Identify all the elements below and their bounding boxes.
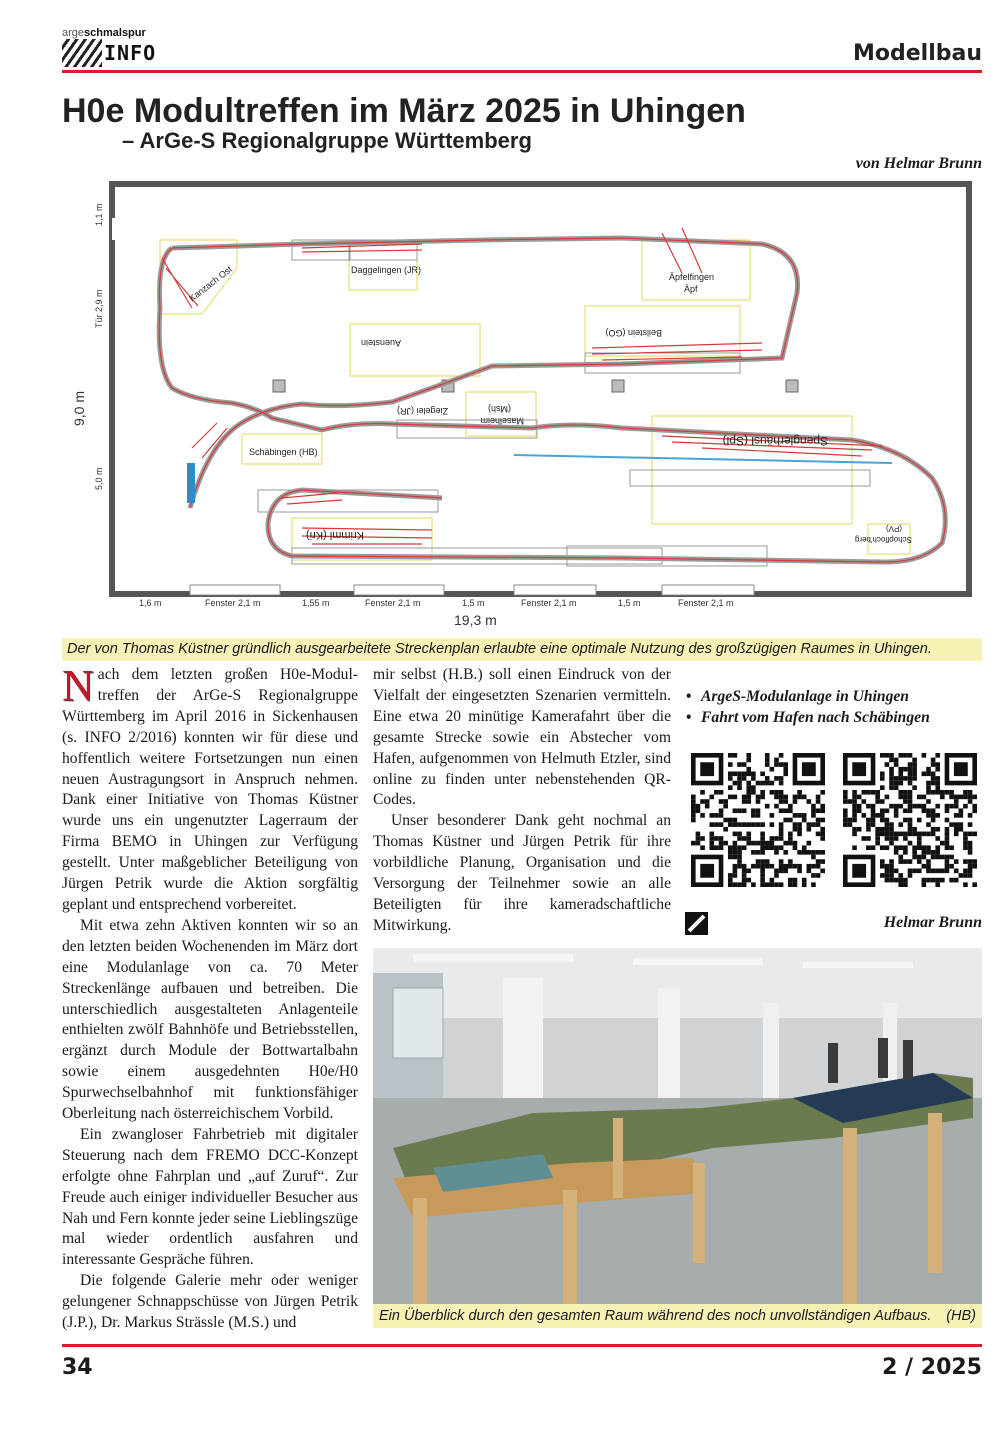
article-subtitle: – ArGe-S Regionalgruppe Württemberg [122,128,532,153]
door-gap [112,218,118,240]
dim-bottom-3: 1,55 m [302,598,330,608]
drop-cap: N [62,661,94,710]
dim-left-1: 1,1 m [94,203,104,226]
label-schopfloch: Schopfloch'berg [854,535,912,544]
photo-caption-text: Ein Überblick durch den gesamten Raum während des noch unvollständigen Aufbaus. [379,1308,932,1324]
section-label: Modellbau [852,41,982,66]
paragraph-6: Unser besonderer Dank geht nochmal an Thomas Küstner und Jürgen Petrik für ihre vorbildliche Planung, Organisation und die Versorgung der Teilnehmer sowie an alle Beteiligten für ihre kameradschaftliche Mitwirkung. [373,812,671,934]
article-byline: von Helmar Brunn [855,155,982,172]
header-divider [62,70,982,73]
label-maselheim: Maselheim [480,416,524,426]
magazine-logo [62,27,157,69]
dim-bottom-6: Fenster 2,1 m [521,598,577,608]
video-link-list [686,686,986,728]
label-aepf: Äpf [684,284,698,294]
text-column-1 [62,661,358,1334]
article-title: H0e Modultreffen im März 2025 in Uhingen [62,92,746,130]
paragraph-1-text: ach dem letzten großen H0e-Modultreffen der ArGe-S Regionalgruppe Württemberg im April 2016 in Sickenhausen (s. INFO 2/2016) konnten wir für diese und hoffentlich weitere Fortsetzungen nun einen neuen Austragungsort in Anspruch nehmen. Dank einer Initiative von Thomas Küstner wurde uns ein ungenutzter Lagerraum der Firma BEMO in Uhingen zur Verfügung gestellt. Unter maßgeblicher Beteiligung von Jürgen Petrik wurde die Aktion sorgfältig geplant und entsprechend vorbereitet. [62,666,358,913]
dim-width-total: 19,3 m [454,612,497,628]
dim-bottom-1: 1,6 m [139,598,162,608]
qr-code-hafenfahrt[interactable] [843,753,977,887]
photo-caption [373,1304,982,1328]
label-krimml: Krimml (Kri) [305,529,364,541]
label-kanzach-ost: Kanzach Ost [187,263,234,304]
dim-left-door: Tür 2,9 m [94,289,104,328]
plan-caption: Der von Thomas Küstner gründlich ausgearbeitete Streckenplan erlaubte eine optimale Nutzung des großzügigen Raumes in Uhingen. [62,638,982,661]
dim-left-2: 5,0 m [94,467,104,490]
overview-photo [373,948,982,1304]
footer-divider [62,1344,982,1347]
label-schaebingen: Schäbingen (HB) [249,447,318,457]
dim-bottom-7: 1,5 m [618,598,641,608]
dim-bottom-2: Fenster 2,1 m [205,598,261,608]
logo-small-text: schmalspur [84,27,146,39]
paragraph-3: Ein zwangloser Fahrbetrieb mit digitaler Steuerung nach dem FREMO DCC-Konzept erfolgte ohne Fahrplan und „auf Zuruf“. Zur Freude auch einiger individueller Besucher aus Nah und Fern konnte jeder seine Lieblingszüge mal wieder ordentlich ausfahren und interessante Gespräche führen. [62,1125,358,1269]
paragraph-1 [62,661,358,916]
paragraph-5: mir selbst (H.B.) soll einen Eindruck von der Vielfalt der eingesetzten Szenarien vermitteln. Eine etwa 20 minütige Kamerafahrt über die gesamte Strecke sowie ein Abstecher vom Hafen, aufgenommen von Helmuth Etzler, sind online zu finden unter nebenstehenden QR-Codes. [373,666,671,809]
qr-code-modulanlage[interactable] [691,753,825,887]
link-item-modulanlage[interactable]: • ArgeS-Modulanlage in Uhingen [686,686,986,707]
text-column-2 [373,665,671,937]
paragraph-2: Mit etwa zehn Aktiven konnten wir so an den letzten beiden Wochenenden im März dort eine Modulanlage von ca. 70 Meter Streckenlänge aufbauen und betreiben. Die unterschiedlich ausgestalteten Anlagenteile enthielten zwölf Bahnhöfe und Betriebsstellen, ergänzt durch Module der Bottwartalbahn sowie einem ausgedehnten H0e/H0 Spurwechselbahnhof mit funktionsfähiger Oberleitung nach österreichischem Vorbild. [62,916,358,1123]
photo-credit: (HB) [946,1308,976,1324]
label-pv: (PV) [886,524,902,533]
label-spenglerhaeusl: Spenglerhäusl (Spl) [722,434,828,448]
logo-big-text: INFO [104,41,157,65]
label-ziegelei: Ziegelei (JR) [396,406,448,416]
dim-bottom-8: Fenster 2,1 m [678,598,734,608]
issue-number: 2 / 2025 [882,1355,982,1380]
label-auenstein: Auenstein [360,338,401,348]
label-aepfelfingen: Äpfelfingen [669,272,715,282]
dim-bottom-4: Fenster 2,1 m [365,598,421,608]
paragraph-4: Die folgende Galerie mehr oder weniger gelungener Schnappschüsse von Jürgen Petrik (J.P.), Dr. Markus Strässle (M.S.) und [62,1272,358,1332]
article-end-icon [685,912,708,935]
harbour-water [187,463,195,503]
label-msh: (Msh) [488,404,511,414]
author-signature: Helmar Brunn [883,914,982,931]
logo-prefix: arge [62,27,85,39]
label-beilstein: Beilstein (GO) [605,328,662,338]
logo-stripes [62,39,102,67]
link-item-hafenfahrt[interactable]: • Fahrt vom Hafen nach Schäbingen [686,707,986,728]
label-daggelingen: Daggelingen (JR) [351,265,422,275]
dim-bottom-5: 1,5 m [462,598,485,608]
page-number: 34 [62,1355,93,1380]
dim-height-total: 9,0 m [71,390,87,426]
track-plan [62,178,982,638]
